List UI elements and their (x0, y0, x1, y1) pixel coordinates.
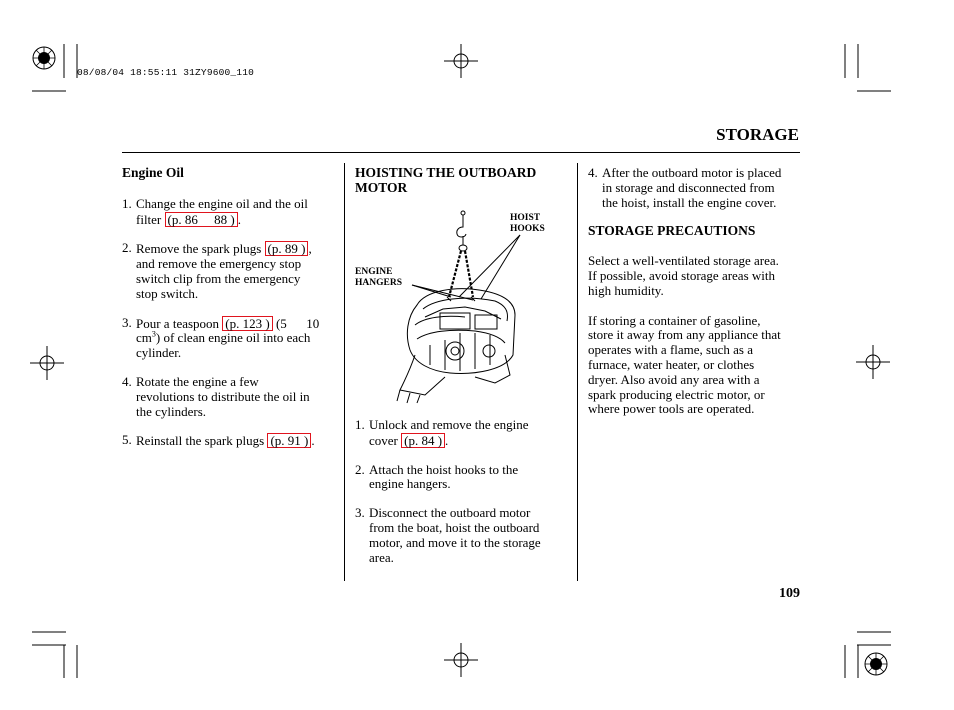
column-divider-2 (577, 163, 578, 581)
hoisting-steps (355, 418, 570, 565)
list-item: 4. Rotate the engine a few revolutions to distribute the oil in the cylinders. (122, 373, 310, 419)
page-ref-link[interactable]: (p. 86 88 ) (165, 212, 238, 227)
outboard-motor-hoist-illustration (355, 205, 570, 405)
print-timestamp: 08/08/04 18:55:11 31ZY9600_110 (77, 67, 255, 78)
list-item: 2. Remove the spark plugs (p. 89 ) , and remove the emergency stop switch clip from the emergency stop switch. (122, 240, 312, 301)
list-item: 3. Pour a teaspoon (p. 123 ) (5 10 $cm^3$) of clean engine oil into each cylinder. (122, 314, 320, 361)
list-item: 1. Change the engine oil and the oil filter (p. 86 88 ) . (122, 195, 308, 227)
hoist-hooks-label: HOIST HOOKS (510, 213, 545, 234)
hoisting-heading-line2: MOTOR (355, 179, 408, 195)
storage-precautions-section (588, 166, 803, 417)
storage-precautions-heading: STORAGE PRECAUTIONS (588, 223, 756, 239)
page-title: STORAGE (716, 125, 799, 144)
list-item: 1. Unlock and remove the engine cover (p. 84 ) . (355, 417, 529, 448)
engine-hangers-label: ENGINE HANGERS (355, 267, 402, 288)
list-item: 3. Disconnect the outboard motor from the boat, hoist the outboard motor, and move it to the storage area. (355, 505, 541, 565)
hoisting-section (355, 166, 570, 196)
paragraph: If storing a container of gasoline, store it away from any appliance that operates with a flame, such as a furnace, water heater, or clothes dryer. Also avoid any area with a spark producing electric motor, or where power tools are operated. (588, 312, 781, 417)
engine-oil-heading: Engine Oil (122, 165, 184, 180)
list-item: 4. After the outboard motor is placed in storage and disconnected from the hoist, install the engine cover. (588, 165, 782, 210)
list-item: 5. Reinstall the spark plugs (p. 91 ) . (122, 432, 315, 449)
page-ref-link[interactable]: (p. 84 ) (401, 433, 445, 448)
page-ref-link[interactable]: (p. 91 ) (267, 433, 311, 448)
title-rule (122, 152, 800, 153)
page-ref-link[interactable]: (p. 123 ) (222, 316, 272, 331)
engine-oil-section (122, 166, 337, 449)
list-item: 2. Attach the hoist hooks to the engine hangers. (355, 461, 519, 492)
page-ref-link[interactable]: (p. 89 ) (265, 241, 309, 256)
paragraph: Select a well-ventilated storage area. If possible, avoid storage areas with high humidity. (588, 253, 779, 298)
hoisting-heading-line1: HOISTING THE OUTBOARD (355, 165, 537, 180)
page-number: 109 (779, 586, 800, 601)
column-divider-1 (344, 163, 345, 581)
